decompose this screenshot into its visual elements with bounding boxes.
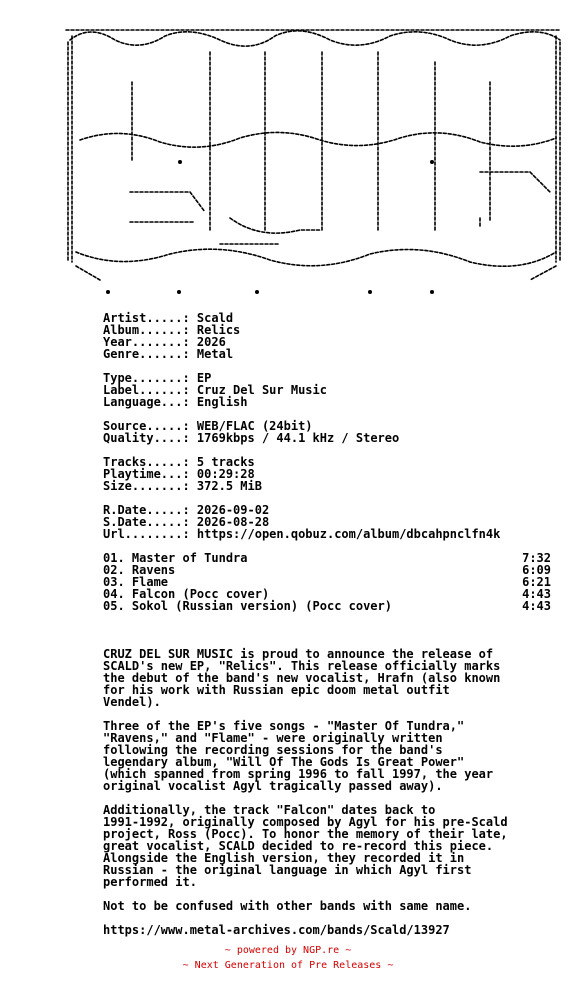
info-year: Year.......: 2026 — [103, 335, 226, 349]
description-paragraph-1: CRUZ DEL SUR MUSIC is proud to announce the release of SCALD's new EP, "Relics". This release officially marks the debut of the band's new vocalist, Hrafn (also known for his work with Russian epic doom metal outfit Vendel). — [103, 647, 501, 709]
info-artist: Artist.....: Scald — [103, 311, 234, 325]
info-tracks: Tracks.....: 5 tracks — [103, 455, 255, 469]
ascii-logo — [60, 22, 570, 304]
info-url[interactable]: Url........: https://open.qobuz.com/album/dbcahpnclfn4k — [103, 527, 501, 541]
info-album: Album......: Relics — [103, 323, 241, 337]
info-language: Language...: English — [103, 395, 248, 409]
metal-archives-link[interactable]: https://www.metal-archives.com/bands/Scald/13927 — [103, 923, 450, 937]
info-playtime: Playtime...: 00:29:28 — [103, 467, 255, 481]
track-row: 03. Flame 6:21 — [103, 575, 551, 589]
description-paragraph-4: Not to be confused with other bands with same name. — [103, 899, 472, 913]
description-paragraph-2: Three of the EP's five songs - "Master Of Tundra," "Ravens," and "Flame" - were originally written following the recording sessions for the band's legendary album, "Will Of The Gods Is Great Power" (which spanned from spring 1996 to fall 1997, the year original vocalist Agyl tragically passed away). — [103, 719, 494, 793]
info-type: Type.......: EP — [103, 371, 212, 385]
track-row: 05. Sokol (Russian version) (Pocc cover) 4:43 — [103, 599, 551, 613]
info-store-date: S.Date.....: 2026-08-28 — [103, 515, 270, 529]
info-quality: Quality....: 1769kbps / 44.1 kHz / Stereo — [103, 431, 400, 445]
info-label: Label......: Cruz Del Sur Music — [103, 383, 327, 397]
info-release-date: R.Date.....: 2026-09-02 — [103, 503, 270, 517]
track-row: 04. Falcon (Pocc cover) 4:43 — [103, 587, 551, 601]
footer-powered-by: ~ powered by NGP.re ~ — [224, 945, 352, 956]
track-row: 02. Ravens 6:09 — [103, 563, 551, 577]
track-row: 01. Master of Tundra 7:32 — [103, 551, 551, 565]
info-genre: Genre......: Metal — [103, 347, 234, 361]
description-paragraph-3: Additionally, the track "Falcon" dates back to 1991-1992, originally composed by Agyl for his pre-Scald project, Ross (Pocc). To honor the memory of their late, great vocalist, SCALD decided to re-record this piece. Alongside the English version, they recorded it in Russian - the original language in which Agyl first performed it. — [103, 803, 508, 889]
info-source: Source.....: WEB/FLAC (24bit) — [103, 419, 313, 433]
footer-tagline: ~ Next Generation of Pre Releases ~ — [182, 960, 394, 971]
info-size: Size.......: 372.5 MiB — [103, 479, 262, 493]
